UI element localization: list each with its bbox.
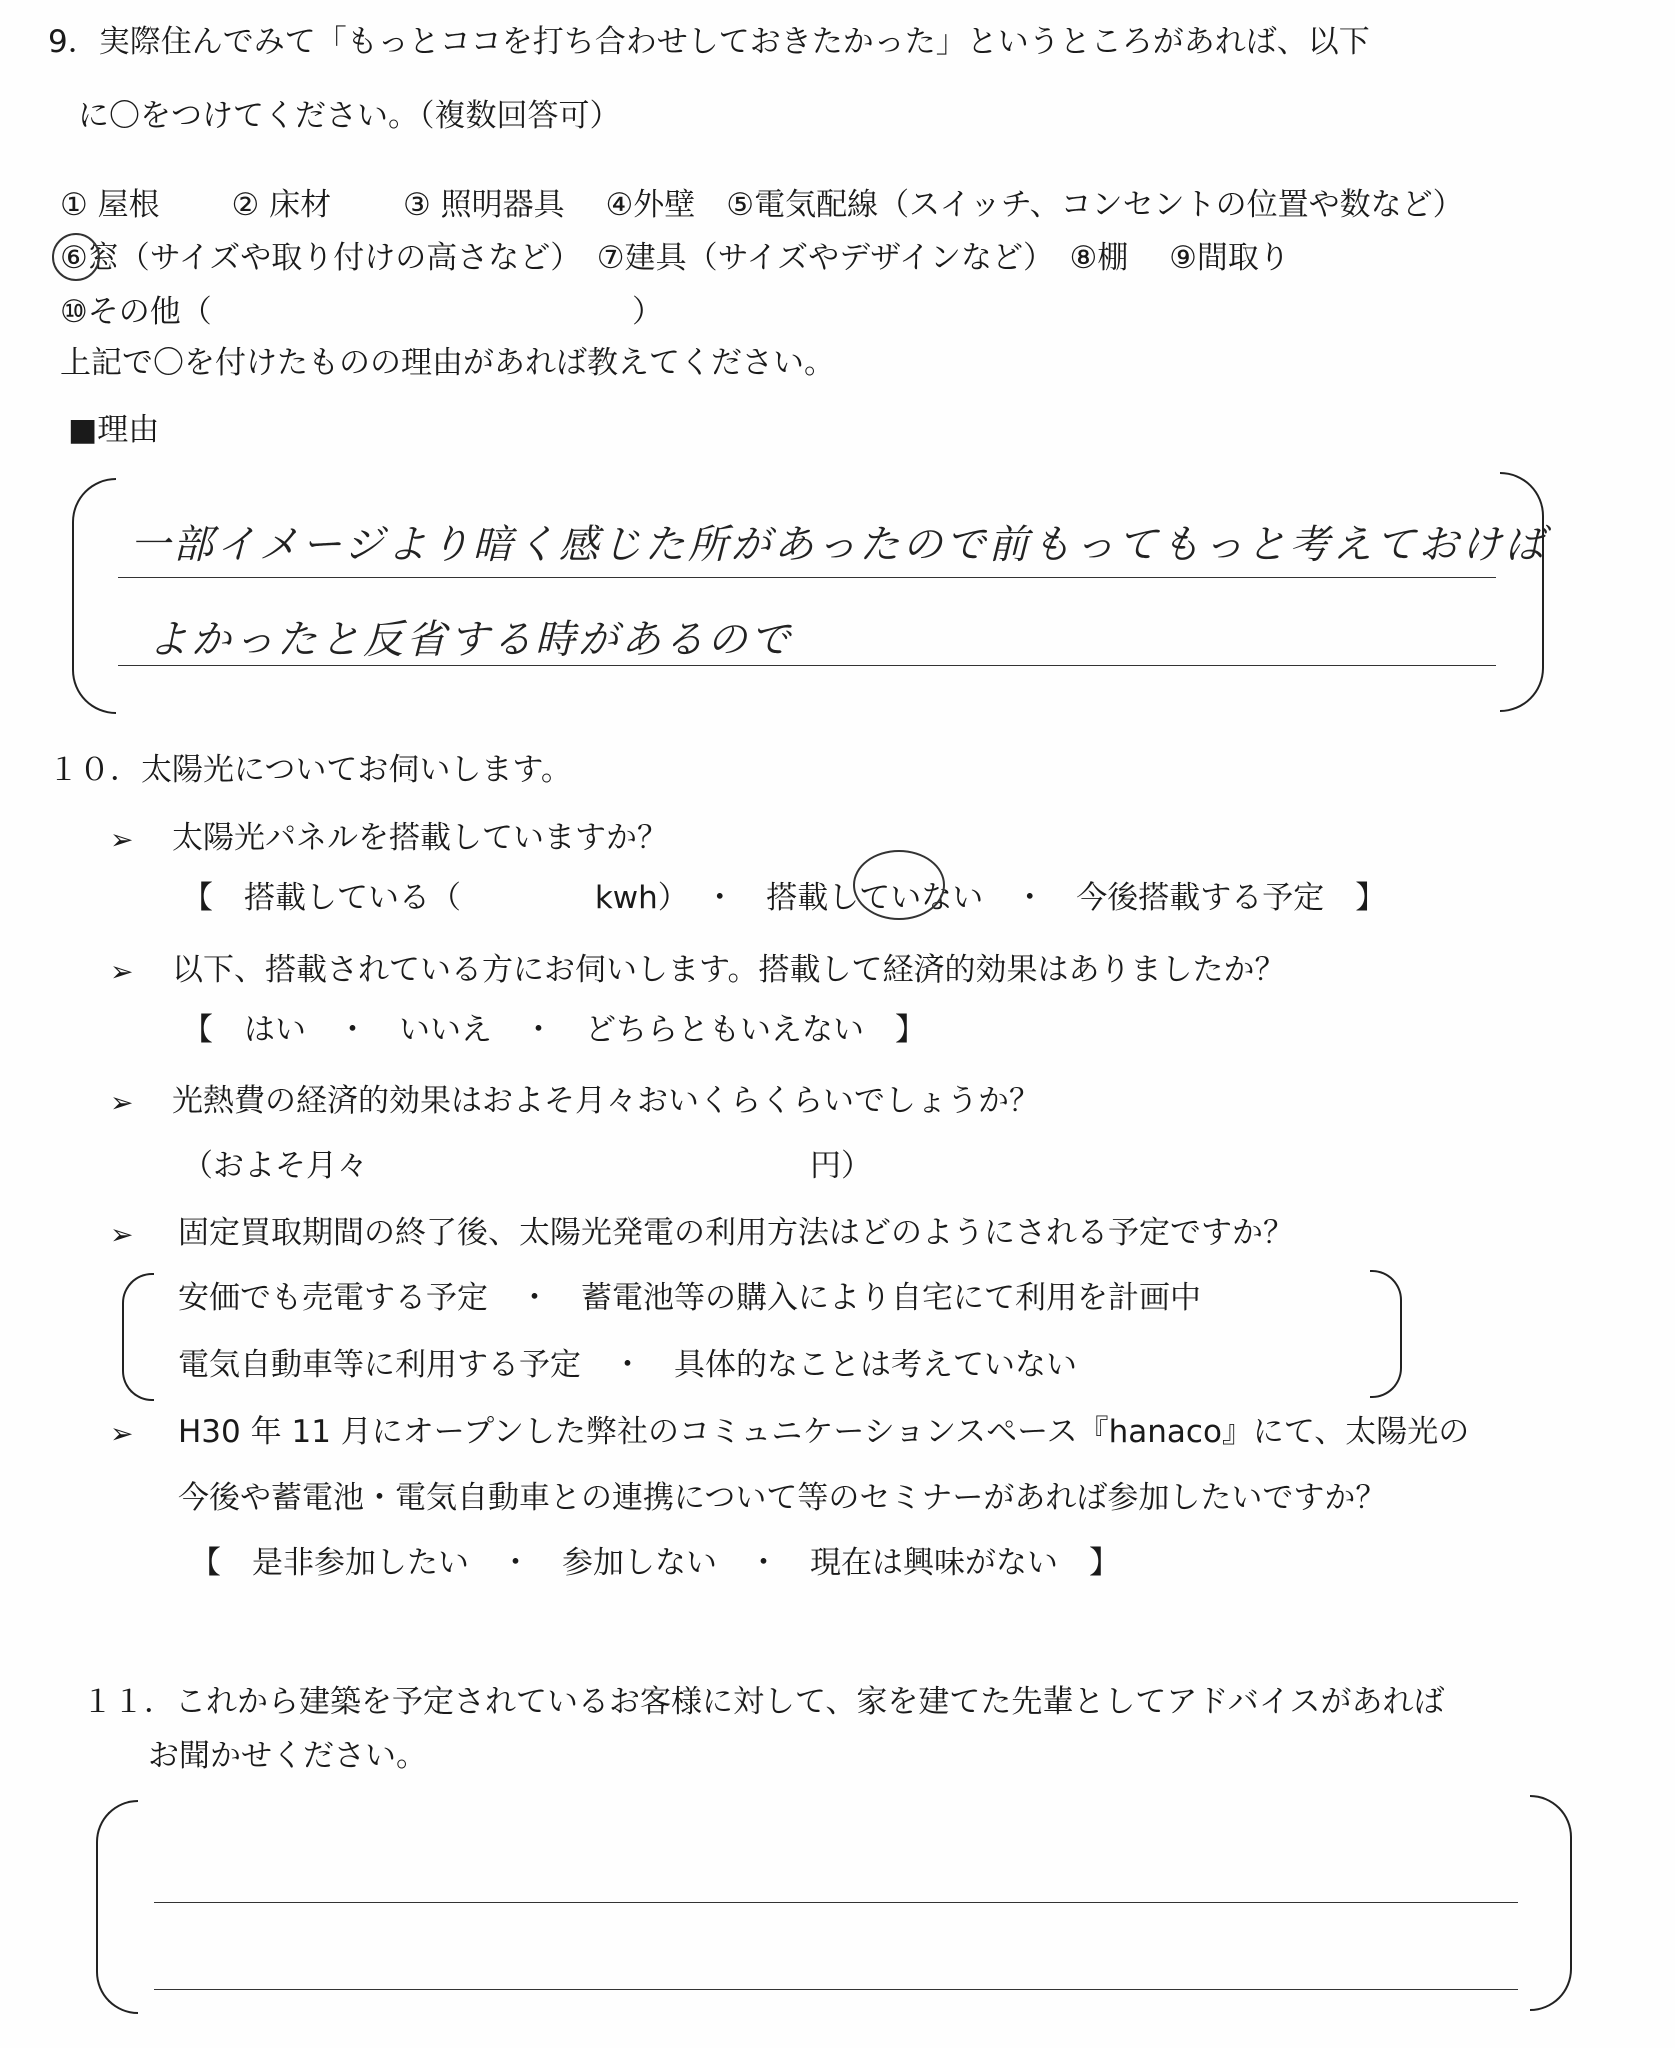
q10-economic-effect-options[interactable]: 【 はい ・ いいえ ・ どちらともいえない 】 [182,1012,926,1048]
reason-left-bracket [72,478,116,714]
q9-option-other-close: ） [632,294,663,330]
reason-right-bracket [1500,472,1544,712]
reason-handwritten-line2[interactable]: よかったと反省する時があるので [148,617,793,663]
q9-question-line1: 9．実際住んでみて「もっとココを打ち合わせしておきたかった」というところがあれば、以下 [48,24,1370,60]
q9-options-row2[interactable]: ⑥窓（サイズや取り付けの高さなど） ⑦建具（サイズやデザインなど） ⑧棚 ⑨間取り [60,240,1290,276]
q10-solar-panel-question: 太陽光パネルを搭載していますか？ [172,820,668,856]
q10-after-fit-question: 固定買取期間の終了後、太陽光発電の利用方法はどのようにされる予定ですか？ [178,1215,1294,1251]
reason-underline-2 [118,665,1496,666]
q10-utility-savings-open: （およそ月々 [182,1148,368,1184]
q10-economic-effect-question: 以下、搭載されている方にお伺いします。搭載して経済的効果はありましたか？ [172,952,1286,988]
q11-question-line2: お聞かせください。 [148,1738,427,1774]
advice-right-bracket [1530,1795,1572,2011]
q10-utility-savings-question: 光熱費の経済的効果はおよそ月々おいくらくらいでしょうか？ [172,1083,1040,1119]
q9-reason-prompt: 上記で〇を付けたものの理由があれば教えてください。 [60,345,835,381]
q10-after-fit-options-row1[interactable]: 安価でも売電する予定 ・ 蓄電池等の購入により自宅にて利用を計画中 [178,1280,1201,1316]
selected-answer-circle-mark [853,850,945,920]
q10-solar-panel-options[interactable]: 【 搭載している（ kwh） ・ 搭載していない ・ 今後搭載する予定 】 [182,880,1387,916]
q11-question-line1: １１．これから建築を予定されているお客様に対して、家を建てた先輩としてアドバイスがあれば [82,1684,1445,1720]
q10-title: １０．太陽光についてお伺いします。 [48,752,572,788]
reason-handwritten-line1[interactable]: 一部イメージより暗く感じた所があったので前もってもっと考えておけば [130,522,1548,568]
advice-underline-2[interactable] [154,1989,1518,1990]
q9-question-line2: に〇をつけてください。（複数回答可） [78,98,621,134]
advice-left-bracket [96,1800,138,2014]
q9-options-row1[interactable]: ① 屋根 ② 床材 ③ 照明器具 ④外壁 ⑤電気配線（スイッチ、コンセントの位置や数など） [60,187,1464,223]
q10-utility-savings-close: 円） [810,1148,872,1184]
q10-after-fit-options-row2[interactable]: 電気自動車等に利用する予定 ・ 具体的なことは考えていない [178,1347,1077,1383]
q10-seminar-options[interactable]: 【 是非参加したい ・ 参加しない ・ 現在は興味がない 】 [190,1545,1120,1581]
q10-seminar-question-line2: 今後や蓄電池・電気自動車との連携について等のセミナーがあれば参加したいですか？ [178,1480,1387,1516]
bullet-arrow-icon: ➢ [110,1417,134,1450]
options-left-bracket [122,1273,154,1401]
reason-underline-1 [118,577,1496,578]
bullet-arrow-icon: ➢ [110,1086,134,1119]
bullet-arrow-icon: ➢ [110,1218,134,1251]
selected-option-circle-mark [52,233,100,281]
bullet-arrow-icon: ➢ [110,955,134,988]
advice-underline-1[interactable] [154,1902,1518,1903]
options-right-bracket [1370,1270,1402,1398]
q9-option-other-label[interactable]: ⑩その他（ [60,294,212,330]
q10-seminar-question-line1: H30 年 11 月にオープンした弊社のコミュニケーションスペース『hanaco』にて、太陽光の [178,1414,1470,1450]
q9-reason-label: ■理由 [68,412,160,448]
bullet-arrow-icon: ➢ [110,823,134,856]
